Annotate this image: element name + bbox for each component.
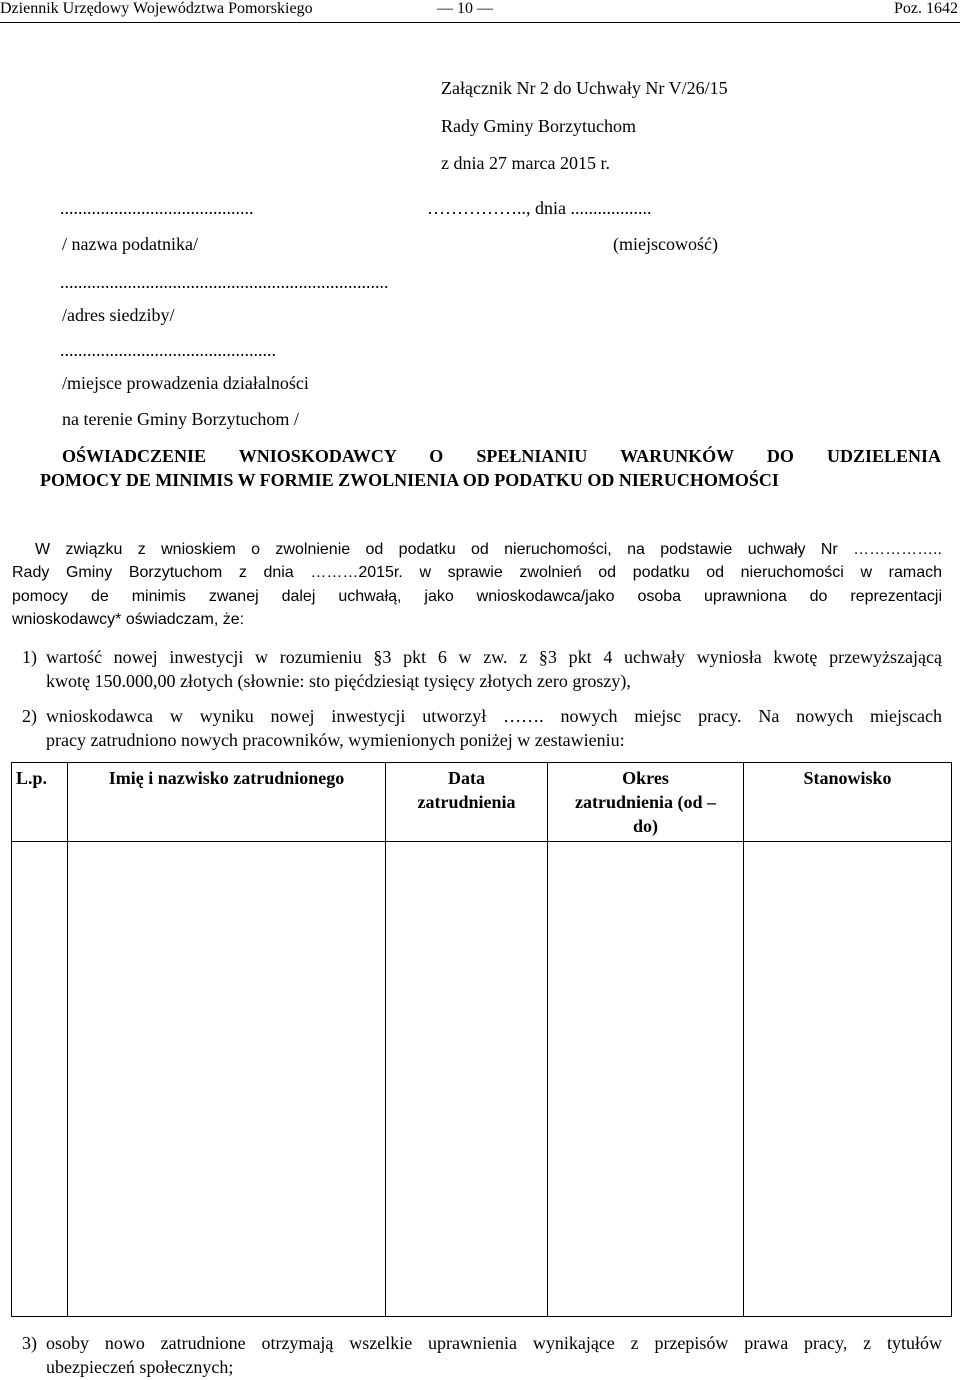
header-rule [0,22,960,23]
item-2-number: 2) [22,706,37,726]
column-header-lp: L.p. [12,763,68,842]
column-header-period-line-2: zatrudnienia (od – [574,792,716,812]
taxpayer-name-label: / nazwa podatnika/ [62,234,198,254]
column-header-date-line-2: zatrudnienia [417,792,516,812]
table-header-row [12,763,952,842]
address-label: /adres siedziby/ [62,305,175,325]
column-header-position: Stanowisko [744,763,952,842]
table-cell [744,842,952,1317]
item-2-line-2: pracy zatrudniono nowych pracowników, wymienionych poniżej w zestawieniu: [46,730,625,750]
business-label-1: /miejsce prowadzenia działalności [62,373,309,393]
business-label-2: na terenie Gminy Borzytuchom / [62,409,299,429]
item-2-line-1: wnioskodawca w wyniku nowej inwestycji utworzył ……. nowych miejsc pracy. Na nowych miejscach [46,706,942,726]
table-cell [548,842,744,1317]
item-3-number: 3) [22,1333,37,1353]
table-cell [386,842,548,1317]
table-cell [68,842,386,1317]
intro-line-2: Rady Gminy Borzytuchom z dnia ………2015r. w sprawie zwolnień od podatku od nieruchomości w ramach [12,564,942,581]
item-3-line-1: osoby nowo zatrudnione otrzymają wszelkie uprawnienia wynikające z przepisów prawa pracy, z tytułów [46,1333,942,1353]
table-row [12,842,952,1317]
item-1-number: 1) [22,647,37,667]
item-1-line-2: kwotę 150.000,00 złotych (słownie: sto pięćdziesiąt tysięcy złotych zero groszy), [46,671,631,691]
intro-line-3: pomocy de minimis zwanej dalej uchwałą, jako wnioskodawca/jako osoba uprawniona do reprezentacji [12,588,942,605]
column-header-date [386,763,548,842]
position-number: Poz. 1642 [894,0,958,17]
column-header-name: Imię i nazwisko zatrudnionego [68,763,386,842]
annex-line-3: z dnia 27 marca 2015 r. [441,153,610,173]
table-cell [12,842,68,1317]
taxpayer-name-dots: ........................................... [60,198,254,218]
column-header-period-line-3: do) [632,816,658,836]
journal-name: Dziennik Urzędowy Województwa Pomorskiego [0,0,313,17]
place-date-dots: …………….., dnia .................. [427,198,652,218]
place-label: (miejscowość) [613,234,718,254]
intro-line-4: wnioskodawcy* oświadczam, że: [12,611,245,628]
statement-title-line-2: POMOCY DE MINIMIS W FORMIE ZWOLNIENIA OD PODATKU OD NIERUCHOMOŚCI [40,470,779,490]
intro-line-1: W związku z wnioskiem o zwolnienie od podatku od nieruchomości, na podstawie uchwały Nr …………….. [35,541,942,558]
statement-title-line-1: OŚWIADCZENIE WNIOSKODAWCY O SPEŁNIANIU WARUNKÓW DO UDZIELENIA [62,446,941,466]
item-3-line-2: ubezpieczeń społecznych; [46,1357,234,1377]
page-number: — 10 — [437,0,493,17]
address-dots: ......................................................................... [60,272,389,292]
annex-line-1: Załącznik Nr 2 do Uchwały Nr V/26/15 [441,78,728,98]
column-header-period [548,763,744,842]
column-header-date-line-1: Data [448,768,485,788]
annex-line-2: Rady Gminy Borzytuchom [441,116,636,136]
item-1-line-1: wartość nowej inwestycji w rozumieniu §3 pkt 6 w zw. z §3 pkt 4 uchwały wyniosła kwotę przewyższającą [46,647,942,667]
business-dots: ................................................ [60,340,276,360]
column-header-period-line-1: Okres [622,768,669,788]
employees-table [11,762,952,1317]
